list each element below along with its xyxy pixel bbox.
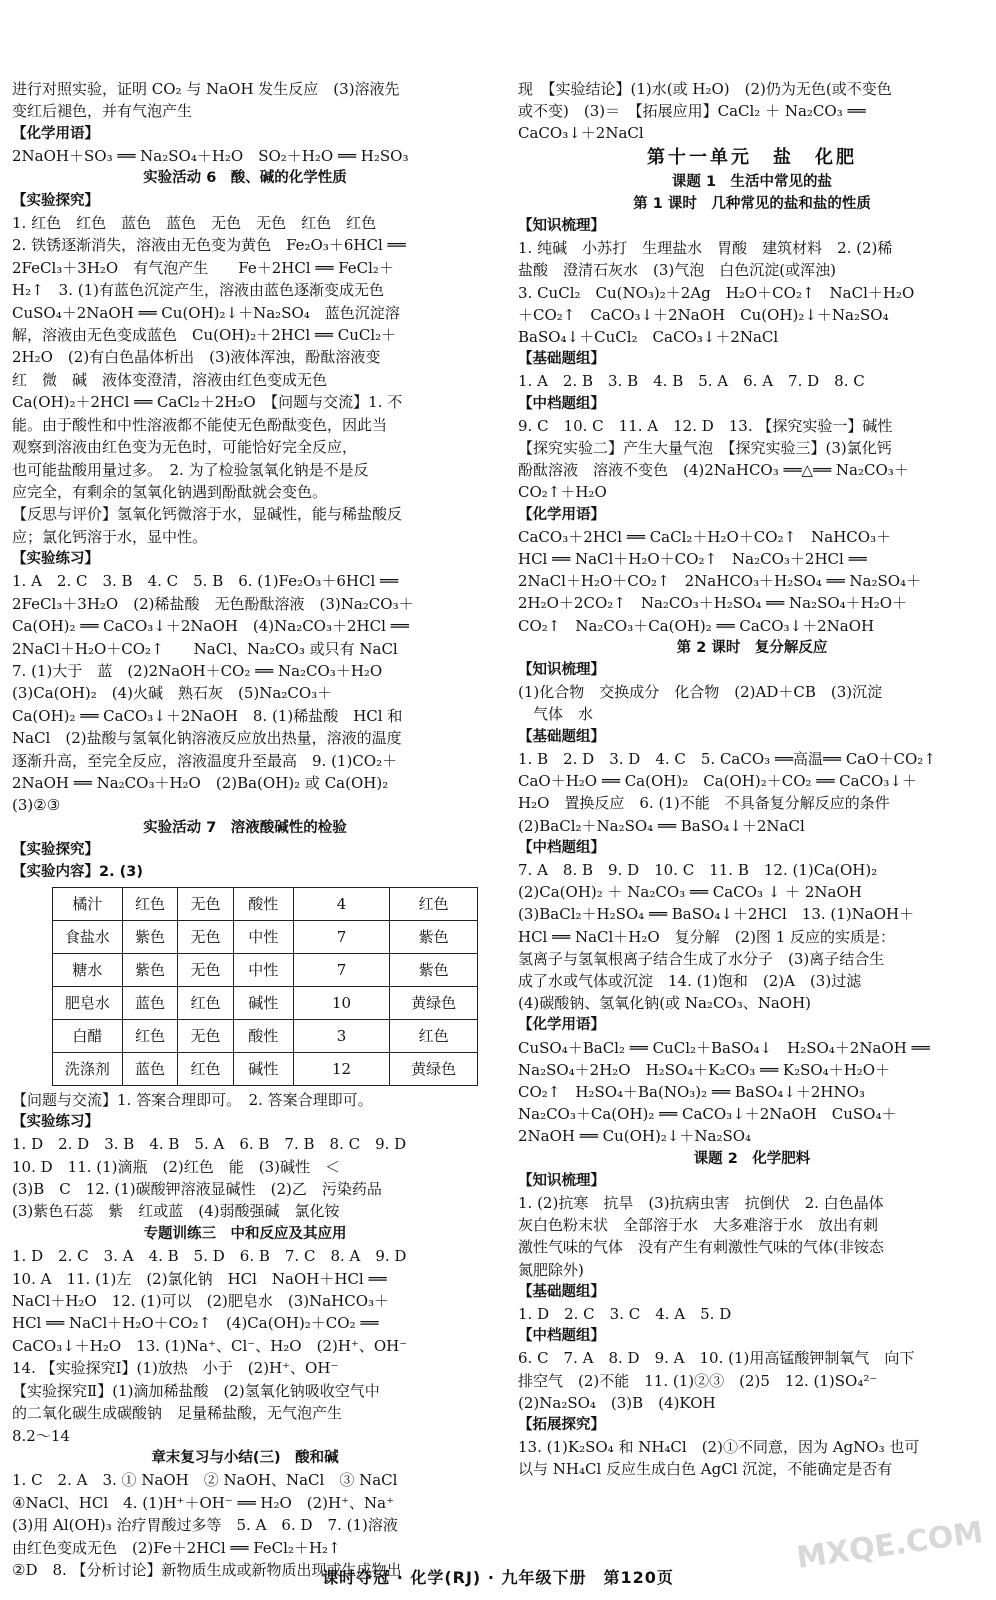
answer-line: 2NaCl＋H₂O＋CO₂↑ 2NaHCO₃＋H₂SO₄ ══ Na₂SO₄＋ bbox=[518, 572, 922, 591]
answer-line: 【问题与交流】1. 答案合理即可。 2. 答案合理即可。 bbox=[12, 1090, 373, 1109]
section-title: 章末复习与小结(三) 酸和碱 bbox=[151, 1449, 339, 1466]
section-title: 第 2 课时 复分解反应 bbox=[676, 639, 828, 656]
answer-line: (2)Ca(OH)₂ ＋ Na₂CO₃ ══ CaCO₃ ↓ ＋ 2NaOH bbox=[518, 883, 862, 902]
answer-line: 以与 NH₄Cl 反应生成白色 AgCl 沉淀，不能确定是否有 bbox=[518, 1460, 893, 1479]
left-column bbox=[12, 78, 478, 1581]
table-cell: 白醋 bbox=[53, 1019, 123, 1052]
table-cell: 碱性 bbox=[233, 986, 293, 1019]
table-row bbox=[53, 986, 478, 1019]
answer-line: (3)B C 12. (1)碳酸钾溶液显碱性 (2)乙 污染药品 bbox=[12, 1180, 382, 1199]
answer-line: H₂↑ 3. (1)有蓝色沉淀产生，溶液由蓝色逐渐变成无色 bbox=[12, 281, 384, 300]
answer-line: ②D 8. 【分析讨论】新物质生成或新物质出现或生成物出 bbox=[12, 1560, 402, 1579]
answer-line: 2H₂O (2)有白色晶体析出 (3)液体浑浊，酚酞溶液变 bbox=[12, 348, 381, 367]
answer-line: (2)BaCl₂＋Na₂SO₄ ══ BaSO₄↓＋2NaCl bbox=[518, 816, 805, 835]
table-cell: 红色 bbox=[178, 1052, 234, 1085]
table-cell: 黄绿色 bbox=[390, 1052, 478, 1085]
answer-line: CaO＋H₂O ══ Ca(OH)₂ Ca(OH)₂＋CO₂ ══ CaCO₃↓＋ bbox=[518, 772, 917, 791]
answer-line: (3)BaCl₂＋H₂SO₄ ══ BaSO₄↓＋2HCl 13. (1)NaOH＋ bbox=[518, 905, 915, 924]
answer-line: Na₂SO₄＋2H₂O H₂SO₄＋K₂CO₃ ══ K₂SO₄＋H₂O＋ bbox=[518, 1060, 891, 1079]
answer-line: 的二氧化碳生成碳酸钠 足量稀盐酸，无气泡产生 bbox=[12, 1404, 343, 1423]
table-cell: 红色 bbox=[390, 887, 478, 920]
answer-line: CuSO₄＋2NaOH ══ Cu(OH)₂↓＋Na₂SO₄ 蓝色沉淀溶 bbox=[12, 303, 400, 322]
answer-line: 由红色变成无色 (2)Fe＋2HCl ══ FeCl₂＋H₂↑ bbox=[12, 1538, 341, 1557]
answer-line: 成了水或气体或沉淀 14. (1)饱和 (2)A (3)过滤 bbox=[518, 971, 862, 990]
answer-line: 酚酞溶液 溶液不变色 (4)2NaHCO₃ ══△══ Na₂CO₃＋ bbox=[518, 461, 909, 480]
answer-line: 【反思与评价】氢氧化钙微溶于水，显碱性，能与稀盐酸反 bbox=[12, 505, 403, 524]
section-tag: 【实验探究】 bbox=[12, 842, 99, 859]
answer-line: CO₂↑ Na₂CO₃＋Ca(OH)₂ ══ CaCO₃↓＋2NaOH bbox=[518, 616, 875, 635]
answer-line: 激性气味的气体 没有产生有刺激性气味的气体(非铵态 bbox=[518, 1238, 884, 1257]
answer-line: 7. (1)大于 蓝 (2)2NaOH＋CO₂ ══ Na₂CO₃＋H₂O bbox=[12, 661, 383, 680]
answer-line: 1. A 2. B 3. B 4. B 5. A 6. A 7. D 8. C bbox=[518, 372, 865, 391]
ph-result-table bbox=[52, 887, 478, 1086]
section-tag: 【化学用语】 bbox=[518, 1017, 605, 1034]
unit-title: 第十一单元 盐 化肥 bbox=[647, 146, 857, 168]
answer-line: 2NaOH＋SO₃ ══ Na₂SO₄＋H₂O SO₂＋H₂O ══ H₂SO₃ bbox=[12, 147, 409, 166]
section-tag: 【中档题组】 bbox=[518, 1328, 605, 1345]
answer-line: 逐渐升高，至完全反应，溶液温度升至最高 9. (1)CO₂＋ bbox=[12, 751, 398, 770]
section-title: 课题 1 生活中常见的盐 bbox=[671, 173, 833, 190]
section-tag: 【基础题组】 bbox=[518, 351, 605, 368]
table-cell: 红色 bbox=[122, 1019, 178, 1052]
answer-line: 7. A 8. B 9. D 10. C 11. B 12. (1)Ca(OH)₂ bbox=[518, 860, 878, 879]
answer-line: 应；氯化钙溶于水，显中性。 bbox=[12, 527, 208, 546]
table-cell: 3 bbox=[293, 1019, 389, 1052]
answer-line: 10. A 11. (1)左 (2)氯化钠 HCl NaOH＋HCl ══ bbox=[12, 1269, 387, 1288]
answer-line: 10. D 11. (1)滴瓶 (2)红色 能 (3)碱性 ＜ bbox=[12, 1157, 341, 1176]
section-tag: 【化学用语】 bbox=[518, 506, 605, 523]
answer-line: CaCO₃↓＋2NaCl bbox=[518, 124, 644, 143]
answer-line: 2NaOH ══ Cu(OH)₂↓＋Na₂SO₄ bbox=[518, 1127, 752, 1146]
answer-line: 1. 红色 红色 蓝色 蓝色 无色 无色 红色 红色 bbox=[12, 214, 377, 233]
answer-line: 1. D 2. D 3. B 4. B 5. A 6. B 7. B 8. C 9. D bbox=[12, 1135, 407, 1154]
answer-line: 8.2～14 bbox=[12, 1426, 70, 1445]
table-cell: 中性 bbox=[233, 953, 293, 986]
table-cell: 无色 bbox=[178, 887, 234, 920]
table-cell: 7 bbox=[293, 953, 389, 986]
section-title: 第 1 课时 几种常见的盐和盐的性质 bbox=[633, 195, 871, 212]
answer-line: HCl ══ NaCl＋H₂O＋CO₂↑ (4)Ca(OH)₂＋CO₂ ══ bbox=[12, 1314, 379, 1333]
answer-line: 3. CuCl₂ Cu(NO₃)₂＋2Ag H₂O＋CO₂↑ NaCl＋H₂O bbox=[518, 283, 915, 302]
table-cell: 紫色 bbox=[390, 920, 478, 953]
table-row bbox=[53, 953, 478, 986]
table-cell: 橘汁 bbox=[53, 887, 123, 920]
section-tag: 【知识梳理】 bbox=[518, 218, 605, 235]
table-cell: 黄绿色 bbox=[390, 986, 478, 1019]
table-cell: 蓝色 bbox=[122, 986, 178, 1019]
answer-line: 进行对照实验，证明 CO₂ 与 NaOH 发生反应 (3)溶液先 bbox=[12, 80, 400, 98]
answer-line: (3)②③ bbox=[12, 796, 61, 815]
answer-line: Ca(OH)₂ ══ CaCO₃↓＋2NaOH 8. (1)稀盐酸 HCl 和 bbox=[12, 706, 403, 725]
table-cell: 4 bbox=[293, 887, 389, 920]
section-tag: 【中档题组】 bbox=[518, 395, 605, 412]
table-cell: 碱性 bbox=[233, 1052, 293, 1085]
table-cell: 无色 bbox=[178, 920, 234, 953]
answer-line: 氮肥除外) bbox=[518, 1260, 584, 1279]
answer-line: Na₂CO₃＋Ca(OH)₂ ══ CaCO₃↓＋2NaOH CuSO₄＋ bbox=[518, 1105, 897, 1124]
answer-line: 1. (2)抗寒 抗旱 (3)抗病虫害 抗倒伏 2. 白色晶体 bbox=[518, 1193, 884, 1212]
section-tag: 【实验练习】 bbox=[12, 551, 99, 568]
table-cell: 红色 bbox=[390, 1019, 478, 1052]
answer-line: 1. D 2. C 3. A 4. B 5. D 6. B 7. C 8. A 9. D bbox=[12, 1247, 407, 1266]
answer-line: 观察到溶液由红色变为无色时，可能恰好完全反应， bbox=[12, 438, 358, 457]
answer-line: HCl ══ NaCl＋H₂O＋CO₂↑ Na₂CO₃＋2HCl ══ bbox=[518, 550, 867, 569]
answer-line: 气体 水 bbox=[518, 705, 594, 724]
answer-line: CO₂↑ H₂SO₄＋Ba(NO₃)₂ ══ BaSO₄↓＋2HNO₃ bbox=[518, 1082, 865, 1101]
table-cell: 10 bbox=[293, 986, 389, 1019]
answer-line: CuSO₄＋BaCl₂ ══ CuCl₂＋BaSO₄↓ H₂SO₄＋2NaOH ══ bbox=[518, 1038, 930, 1057]
section-title: 课题 2 化学肥料 bbox=[693, 1150, 811, 1167]
answer-line: (3)Ca(OH)₂ (4)火碱 熟石灰 (5)Na₂CO₃＋ bbox=[12, 684, 333, 703]
answer-line: 2. 铁锈逐渐消失，溶液由无色变为黄色 Fe₂O₃＋6HCl ══ bbox=[12, 236, 406, 255]
section-tag: 【拓展探究】 bbox=[518, 1416, 605, 1433]
table-row bbox=[53, 1019, 478, 1052]
answer-line: CaCO₃↓＋H₂O 13. (1)Na⁺、Cl⁻、H₂O (2)H⁺、OH⁻ bbox=[12, 1336, 408, 1355]
answer-line: 14. 【实验探究Ⅰ】(1)放热 小于 (2)H⁺、OH⁻ bbox=[12, 1359, 339, 1378]
answer-line: 解，溶液由无色变成蓝色 Cu(OH)₂＋2HCl ══ CuCl₂＋ bbox=[12, 326, 397, 345]
table-cell: 12 bbox=[293, 1052, 389, 1085]
answer-line: NaCl (2)盐酸与氢氧化钠溶液反应放出热量，溶液的温度 bbox=[12, 729, 402, 748]
answer-line: Ca(OH)₂＋2HCl ══ CaCl₂＋2H₂O 【问题与交流】1. 不 bbox=[12, 393, 403, 412]
answer-line: H₂O 置换反应 6. (1)不能 不具备复分解反应的条件 bbox=[518, 794, 890, 813]
answer-line: HCl ══ NaCl＋H₂O 复分解 (2)图 1 反应的实质是： bbox=[518, 927, 896, 946]
table-cell: 食盐水 bbox=[53, 920, 123, 953]
answer-line: 红 微 碱 液体变澄清，溶液由红色变成无色 bbox=[12, 370, 328, 389]
answer-line: CaCO₃＋2HCl ══ CaCl₂＋H₂O＋CO₂↑ NaHCO₃＋ bbox=[518, 527, 892, 546]
table-cell: 糖水 bbox=[53, 953, 123, 986]
answer-line: 排空气 (2)不能 11. (1)②③ (2)5 12. (1)SO₄²⁻ bbox=[518, 1371, 878, 1390]
answer-line: 能。由于酸性和中性溶液都不能使无色酚酞变色，因此当 bbox=[12, 415, 388, 434]
section-tag: 【实验内容】2. (3) bbox=[12, 864, 143, 881]
table-cell: 紫色 bbox=[122, 920, 178, 953]
table-cell: 中性 bbox=[233, 920, 293, 953]
section-tag: 【实验练习】 bbox=[12, 1114, 99, 1131]
answer-line: 盐酸 澄清石灰水 (3)气泡 白色沉淀(或浑浊) bbox=[518, 261, 836, 280]
answer-line: 1. C 2. A 3. ① NaOH ② NaOH、NaCl ③ NaCl bbox=[12, 1471, 398, 1490]
table-row bbox=[53, 887, 478, 920]
answer-line: (3)用 Al(OH)₃ 治疗胃酸过多等 5. A 6. D 7. (1)溶液 bbox=[12, 1516, 398, 1535]
table-row bbox=[53, 1052, 478, 1085]
answer-line: (2)Na₂SO₄ (3)B (4)KOH bbox=[518, 1393, 716, 1412]
section-tag: 【实验探究】 bbox=[12, 192, 99, 209]
answer-line: ＋CO₂↑ CaCO₃↓＋2NaOH Cu(OH)₂↓＋Na₂SO₄ bbox=[518, 305, 889, 324]
section-tag: 【基础题组】 bbox=[518, 728, 605, 745]
table-cell: 无色 bbox=[178, 1019, 234, 1052]
answer-line: CO₂↑＋H₂O bbox=[518, 483, 607, 502]
section-tag: 【化学用语】 bbox=[12, 125, 99, 142]
answer-line: 现 【实验结论】(1)水(或 H₂O) (2)仍为无色(或不变色 bbox=[518, 80, 892, 98]
table-cell: 紫色 bbox=[122, 953, 178, 986]
answer-line: 灰白色粉末状 全部溶于水 大多难溶于水 放出有刺 bbox=[518, 1216, 879, 1235]
table-cell: 红色 bbox=[178, 986, 234, 1019]
page-footer: 课时夺冠 · 化学(RJ) · 九年级下册 第120页 bbox=[322, 1568, 674, 1587]
table-cell: 无色 bbox=[178, 953, 234, 986]
answer-line: 氢离子与氢氧根离子结合生成了水分子 (3)离子结合生 bbox=[518, 949, 885, 968]
table-cell: 肥皂水 bbox=[53, 986, 123, 1019]
table-cell: 酸性 bbox=[233, 887, 293, 920]
answer-line: 1. A 2. C 3. B 4. C 5. B 6. (1)Fe₂O₃＋6HCl ══ bbox=[12, 572, 399, 591]
answer-line: 1. 纯碱 小苏打 生理盐水 胃酸 建筑材料 2. (2)稀 bbox=[518, 239, 893, 258]
answer-line: Ca(OH)₂ ══ CaCO₃↓＋2NaOH (4)Na₂CO₃＋2HCl ══ bbox=[12, 617, 409, 636]
answer-line: 【实验探究Ⅱ】(1)滴加稀盐酸 (2)氢氧化钠吸收空气中 bbox=[12, 1381, 380, 1400]
table-cell: 蓝色 bbox=[122, 1052, 178, 1085]
answer-line: 应完全，有剩余的氢氧化钠遇到酚酞就会变色。 bbox=[12, 482, 328, 501]
answer-line: 2FeCl₃＋3H₂O (2)稀盐酸 无色酚酞溶液 (3)Na₂CO₃＋ bbox=[12, 594, 414, 613]
table-row bbox=[53, 920, 478, 953]
table-cell: 红色 bbox=[122, 887, 178, 920]
table-cell: 酸性 bbox=[233, 1019, 293, 1052]
section-tag: 【基础题组】 bbox=[518, 1283, 605, 1300]
section-title: 实验活动 6 酸、碱的化学性质 bbox=[143, 170, 347, 187]
watermark: MXQE.COM bbox=[794, 1515, 986, 1576]
section-title: 实验活动 7 溶液酸碱性的检验 bbox=[143, 819, 347, 836]
answer-line: 2H₂O＋2CO₂↑ Na₂CO₃＋H₂SO₄ ══ Na₂SO₄＋H₂O＋ bbox=[518, 594, 908, 613]
section-tag: 【知识梳理】 bbox=[518, 1172, 605, 1189]
answer-line: 1. D 2. C 3. C 4. A 5. D bbox=[518, 1304, 732, 1323]
section-tag: 【知识梳理】 bbox=[518, 662, 605, 679]
answer-line: (1)化合物 交换成分 化合物 (2)AD＋CB (3)沉淀 bbox=[518, 683, 883, 702]
answer-line: 【探究实验二】产生大量气泡 【探究实验三】(3)氯化钙 bbox=[518, 439, 892, 458]
answer-line: 6. C 7. A 8. D 9. A 10. (1)用高锰酸钾制氧气 向下 bbox=[518, 1349, 915, 1368]
answer-line: 或不变) (3)＝ 【拓展应用】CaCl₂ ＋ Na₂CO₃ ══ bbox=[518, 102, 866, 121]
answer-line: BaSO₄↓＋CuCl₂ CaCO₃↓＋2NaCl bbox=[518, 328, 779, 347]
table-cell: 紫色 bbox=[390, 953, 478, 986]
answer-line: 2NaOH ══ Na₂CO₃＋H₂O (2)Ba(OH)₂ 或 Ca(OH)₂ bbox=[12, 773, 389, 792]
answer-line: 2NaCl＋H₂O＋CO₂↑ NaCl、Na₂CO₃ 或只有 NaCl bbox=[12, 639, 398, 658]
section-tag: 【中档题组】 bbox=[518, 839, 605, 856]
answer-line: 变红后褪色，并有气泡产生 bbox=[12, 102, 193, 121]
answer-line: 2FeCl₃＋3H₂O 有气泡产生 Fe＋2HCl ══ FeCl₂＋ bbox=[12, 258, 394, 277]
answer-line: 9. C 10. C 11. A 12. D 13. 【探究实验一】碱性 bbox=[518, 416, 893, 435]
answer-line: (3)紫色石蕊 紫 红或蓝 (4)弱酸强碱 氯化铵 bbox=[12, 1202, 340, 1221]
answer-line: (4)碳酸钠、氢氧化钠(或 Na₂CO₃、NaOH) bbox=[518, 994, 812, 1013]
answer-line: 也可能盐酸用量过多。 2. 为了检验氢氧化钠是不是反 bbox=[12, 460, 369, 479]
answer-line: 13. (1)K₂SO₄ 和 NH₄Cl (2)①不同意，因为 AgNO₃ 也可 bbox=[518, 1438, 920, 1457]
section-title: 专题训练三 中和反应及其应用 bbox=[143, 1225, 347, 1242]
answer-line: 1. B 2. D 3. D 4. C 5. CaCO₃ ══高温══ CaO＋CO₂↑ bbox=[518, 749, 936, 768]
table-cell: 洗涤剂 bbox=[53, 1052, 123, 1085]
answer-line: ④NaCl、HCl 4. (1)H⁺＋OH⁻ ══ H₂O (2)H⁺、Na⁺ bbox=[12, 1493, 394, 1512]
right-column bbox=[518, 78, 986, 1481]
table-cell: 7 bbox=[293, 920, 389, 953]
answer-line: NaCl＋H₂O 12. (1)可以 (2)肥皂水 (3)NaHCO₃＋ bbox=[12, 1292, 390, 1311]
